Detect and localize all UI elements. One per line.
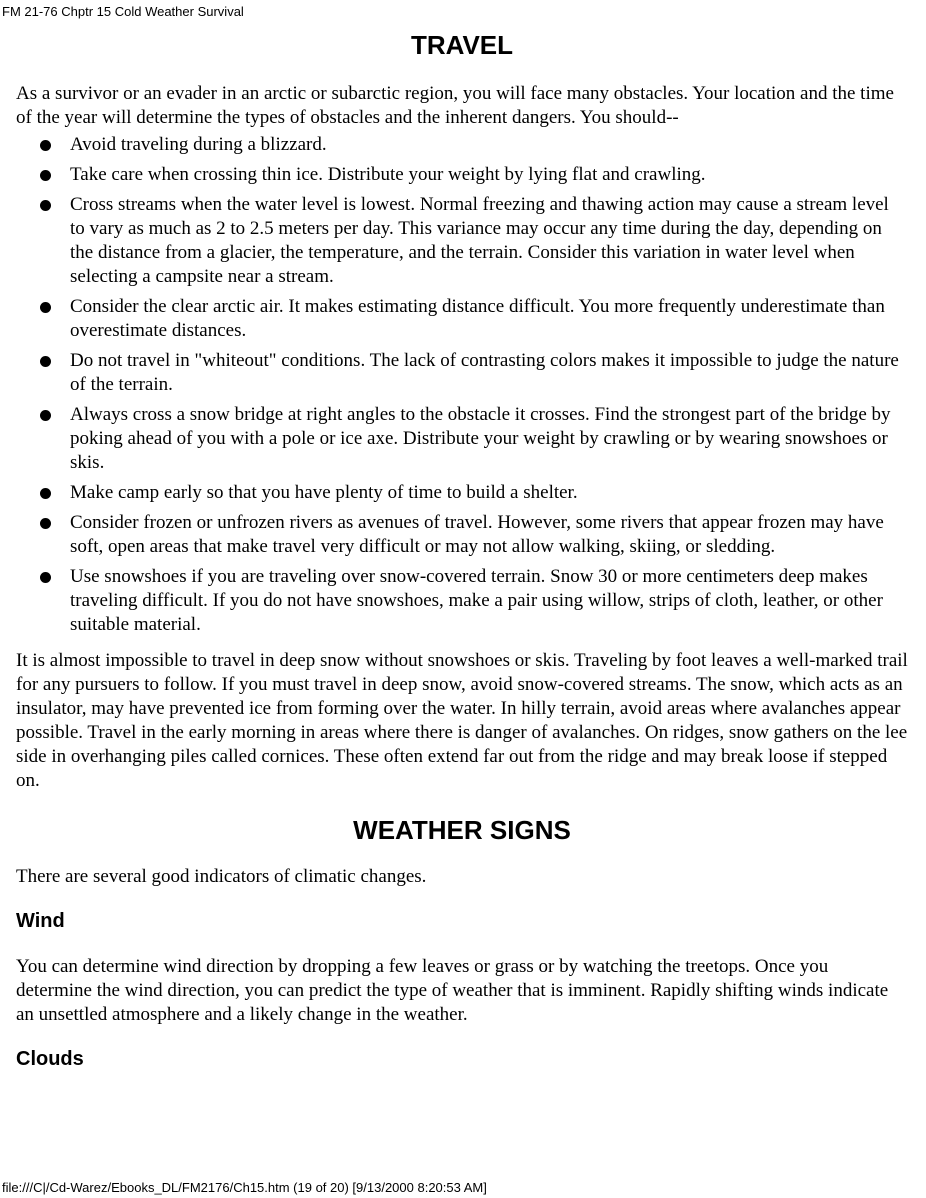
travel-closing: It is almost impossible to travel in deep snow without snowshoes or skis. Traveling by foot leaves a well-marked trail for any pursuers to follow. If you must travel in deep snow, avoid snow-covered streams. The snow, which acts as an insulator, may have prevented ice from forming over the water. In hilly terrain, avoid areas where avalanches appear possible. Travel in the early morning in areas where there is danger of avalanches. On ridges, snow gathers on the lee side in overhanging piles called cornices. These often extend far out from the ridge and may break loose if stepped on. — [16, 650, 908, 791]
page-footer: file:///C|/Cd-Warez/Ebooks_DL/FM2176/Ch15.htm (19 of 20) [9/13/2000 8:20:53 AM] — [2, 1180, 487, 1195]
weather-intro: There are several good indicators of climatic changes. — [16, 866, 427, 887]
list-item-text: Use snowshoes if you are traveling over snow-covered terrain. Snow 30 or more centimeters deep makes traveling difficult. If you do not have snowshoes, make a pair using willow, strips of cloth, leather, or other suitable material. — [70, 566, 883, 635]
bullet-icon — [40, 200, 51, 211]
bullet-icon — [40, 572, 51, 583]
list-item-text: Do not travel in "whiteout" conditions. The lack of contrasting colors makes it impossible to judge the nature of the terrain. — [70, 350, 899, 395]
clouds-heading: Clouds — [16, 1048, 84, 1070]
bullet-icon — [40, 518, 51, 529]
list-item-text: Avoid traveling during a blizzard. — [70, 134, 327, 155]
bullet-icon — [40, 356, 51, 367]
list-item — [70, 481, 908, 505]
list-item — [70, 193, 908, 289]
document-page — [16, 30, 908, 1071]
list-item — [70, 403, 908, 475]
list-item-text: Consider the clear arctic air. It makes estimating distance difficult. You more frequently underestimate than overestimate distances. — [70, 296, 885, 341]
list-item — [70, 511, 908, 559]
list-item-text: Make camp early so that you have plenty of time to build a shelter. — [70, 482, 578, 503]
bullet-icon — [40, 302, 51, 313]
list-item — [70, 133, 908, 157]
list-item-text: Cross streams when the water level is lowest. Normal freezing and thawing action may cause a stream level to vary as much as 2 to 2.5 meters per day. This variance may occur any time during the day, depending on the distance from a glacier, the temperature, and the terrain. Consider this variation in water level when selecting a campsite near a stream. — [70, 194, 889, 287]
bullet-icon — [40, 140, 51, 151]
travel-bullet-list — [16, 133, 908, 637]
bullet-icon — [40, 410, 51, 421]
list-item-text: Consider frozen or unfrozen rivers as avenues of travel. However, some rivers that appear frozen may have soft, open areas that make travel very difficult or may not allow walking, skiing, or sledding. — [70, 512, 884, 557]
list-item — [70, 565, 908, 637]
bullet-icon — [40, 170, 51, 181]
list-item-text: Take care when crossing thin ice. Distribute your weight by lying flat and crawling. — [70, 164, 706, 185]
list-item — [70, 295, 908, 343]
wind-text: You can determine wind direction by dropping a few leaves or grass or by watching the treetops. Once you determine the wind direction, you can predict the type of weather that is imminent. Rapidly shifting winds indicate an unsettled atmosphere and a likely change in the weather. — [16, 956, 889, 1025]
wind-heading: Wind — [16, 910, 65, 932]
list-item — [70, 163, 908, 187]
list-item — [70, 349, 908, 397]
bullet-icon — [40, 488, 51, 499]
travel-heading: TRAVEL — [410, 30, 514, 60]
running-header: FM 21-76 Chptr 15 Cold Weather Survival — [2, 4, 244, 19]
travel-intro: As a survivor or an evader in an arctic or subarctic region, you will face many obstacles. Your location and the time of the year will determine the types of obstacles and the inherent dangers. You should-- — [16, 83, 894, 128]
list-item-text: Always cross a snow bridge at right angles to the obstacle it crosses. Find the strongest part of the bridge by poking ahead of you with a pole or ice axe. Distribute your weight by crawling or by wearing snowshoes or skis. — [70, 404, 891, 473]
weather-signs-heading: WEATHER SIGNS — [353, 815, 571, 845]
